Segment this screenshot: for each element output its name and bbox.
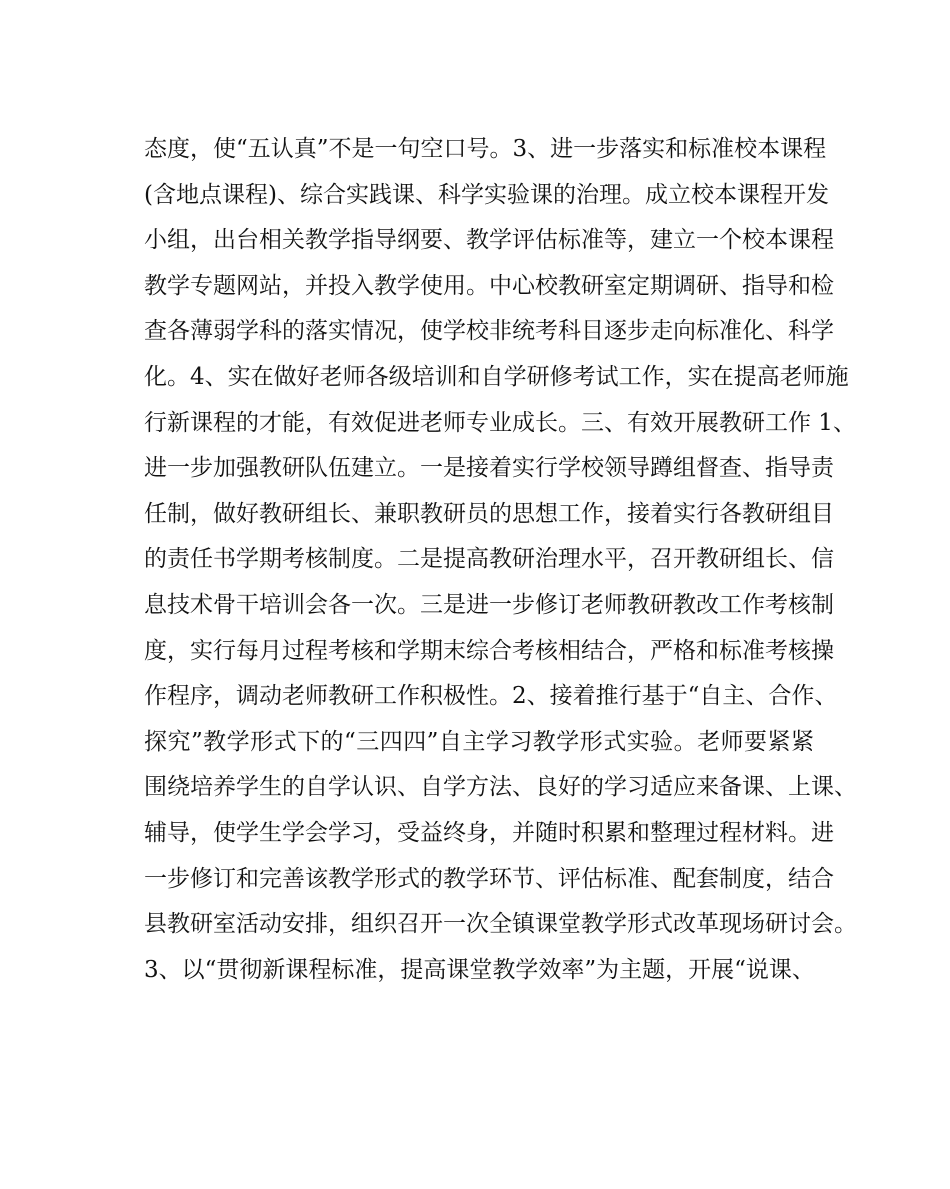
text-line: 辅导，使学生学会学习，受益终身，并随时积累和整理过程材料。进 [144, 819, 834, 846]
text-line: 态度，使“五认真”不是一句空口号。3、进一步落实和标准校本课程 [144, 136, 827, 162]
text-line: 查各薄弱学科的落实情况，使学校非统考科目逐步走向标准化、科学 [144, 318, 834, 345]
document-body-text [144, 127, 857, 993]
text-line: 一步修订和完善该教学形式的教学环节、评估标准、配套制度，结合 [144, 865, 834, 892]
text-line: 教学专题网站，并投入教学使用。中心校教研室定期调研、指导和检 [144, 272, 834, 299]
text-line: 县教研室活动安排，组织召开一次全镇课堂教学形式改革现场研讨会。 [144, 911, 857, 938]
text-line: (含地点课程)、综合实践课、科学实验课的治理。成立校本课程开发 [144, 181, 829, 208]
text-line: 度，实行每月过程考核和学期末综合考核相结合，严格和标准考核操 [144, 637, 834, 664]
text-line: 作程序，调动老师教研工作积极性。2、接着推行基于“自主、合作、 [144, 683, 838, 710]
text-line: 3、以“贯彻新课程标准，提高课堂教学效率”为主题，开展“说课、 [144, 956, 815, 983]
text-line: 息技术骨干培训会各一次。三是进一步修订老师教研教改工作考核制 [144, 591, 834, 618]
text-line: 的责任书学期考核制度。二是提高教研治理水平，召开教研组长、信 [144, 546, 834, 573]
text-line: 行新课程的才能，有效促进老师专业成长。三、有效开展教研工作 1、 [144, 409, 856, 436]
text-line: 进一步加强教研队伍建立。一是接着实行学校领导蹲组督查、指导责 [144, 455, 834, 482]
text-line: 小组，出台相关教学指导纲要、教学评估标准等，建立一个校本课程 [144, 227, 834, 254]
text-line: 探究”教学形式下的“三四四”自主学习教学形式实验。老师要紧紧 [144, 728, 814, 755]
text-line: 任制，做好教研组长、兼职教研员的思想工作，接着实行各教研组目 [144, 500, 834, 527]
text-line: 化。4、实在做好老师各级培训和自学研修考试工作，实在提高老师施 [144, 363, 849, 390]
text-line: 围绕培养学生的自学认识、自学方法、良好的学习适应来备课、上课、 [144, 774, 857, 801]
